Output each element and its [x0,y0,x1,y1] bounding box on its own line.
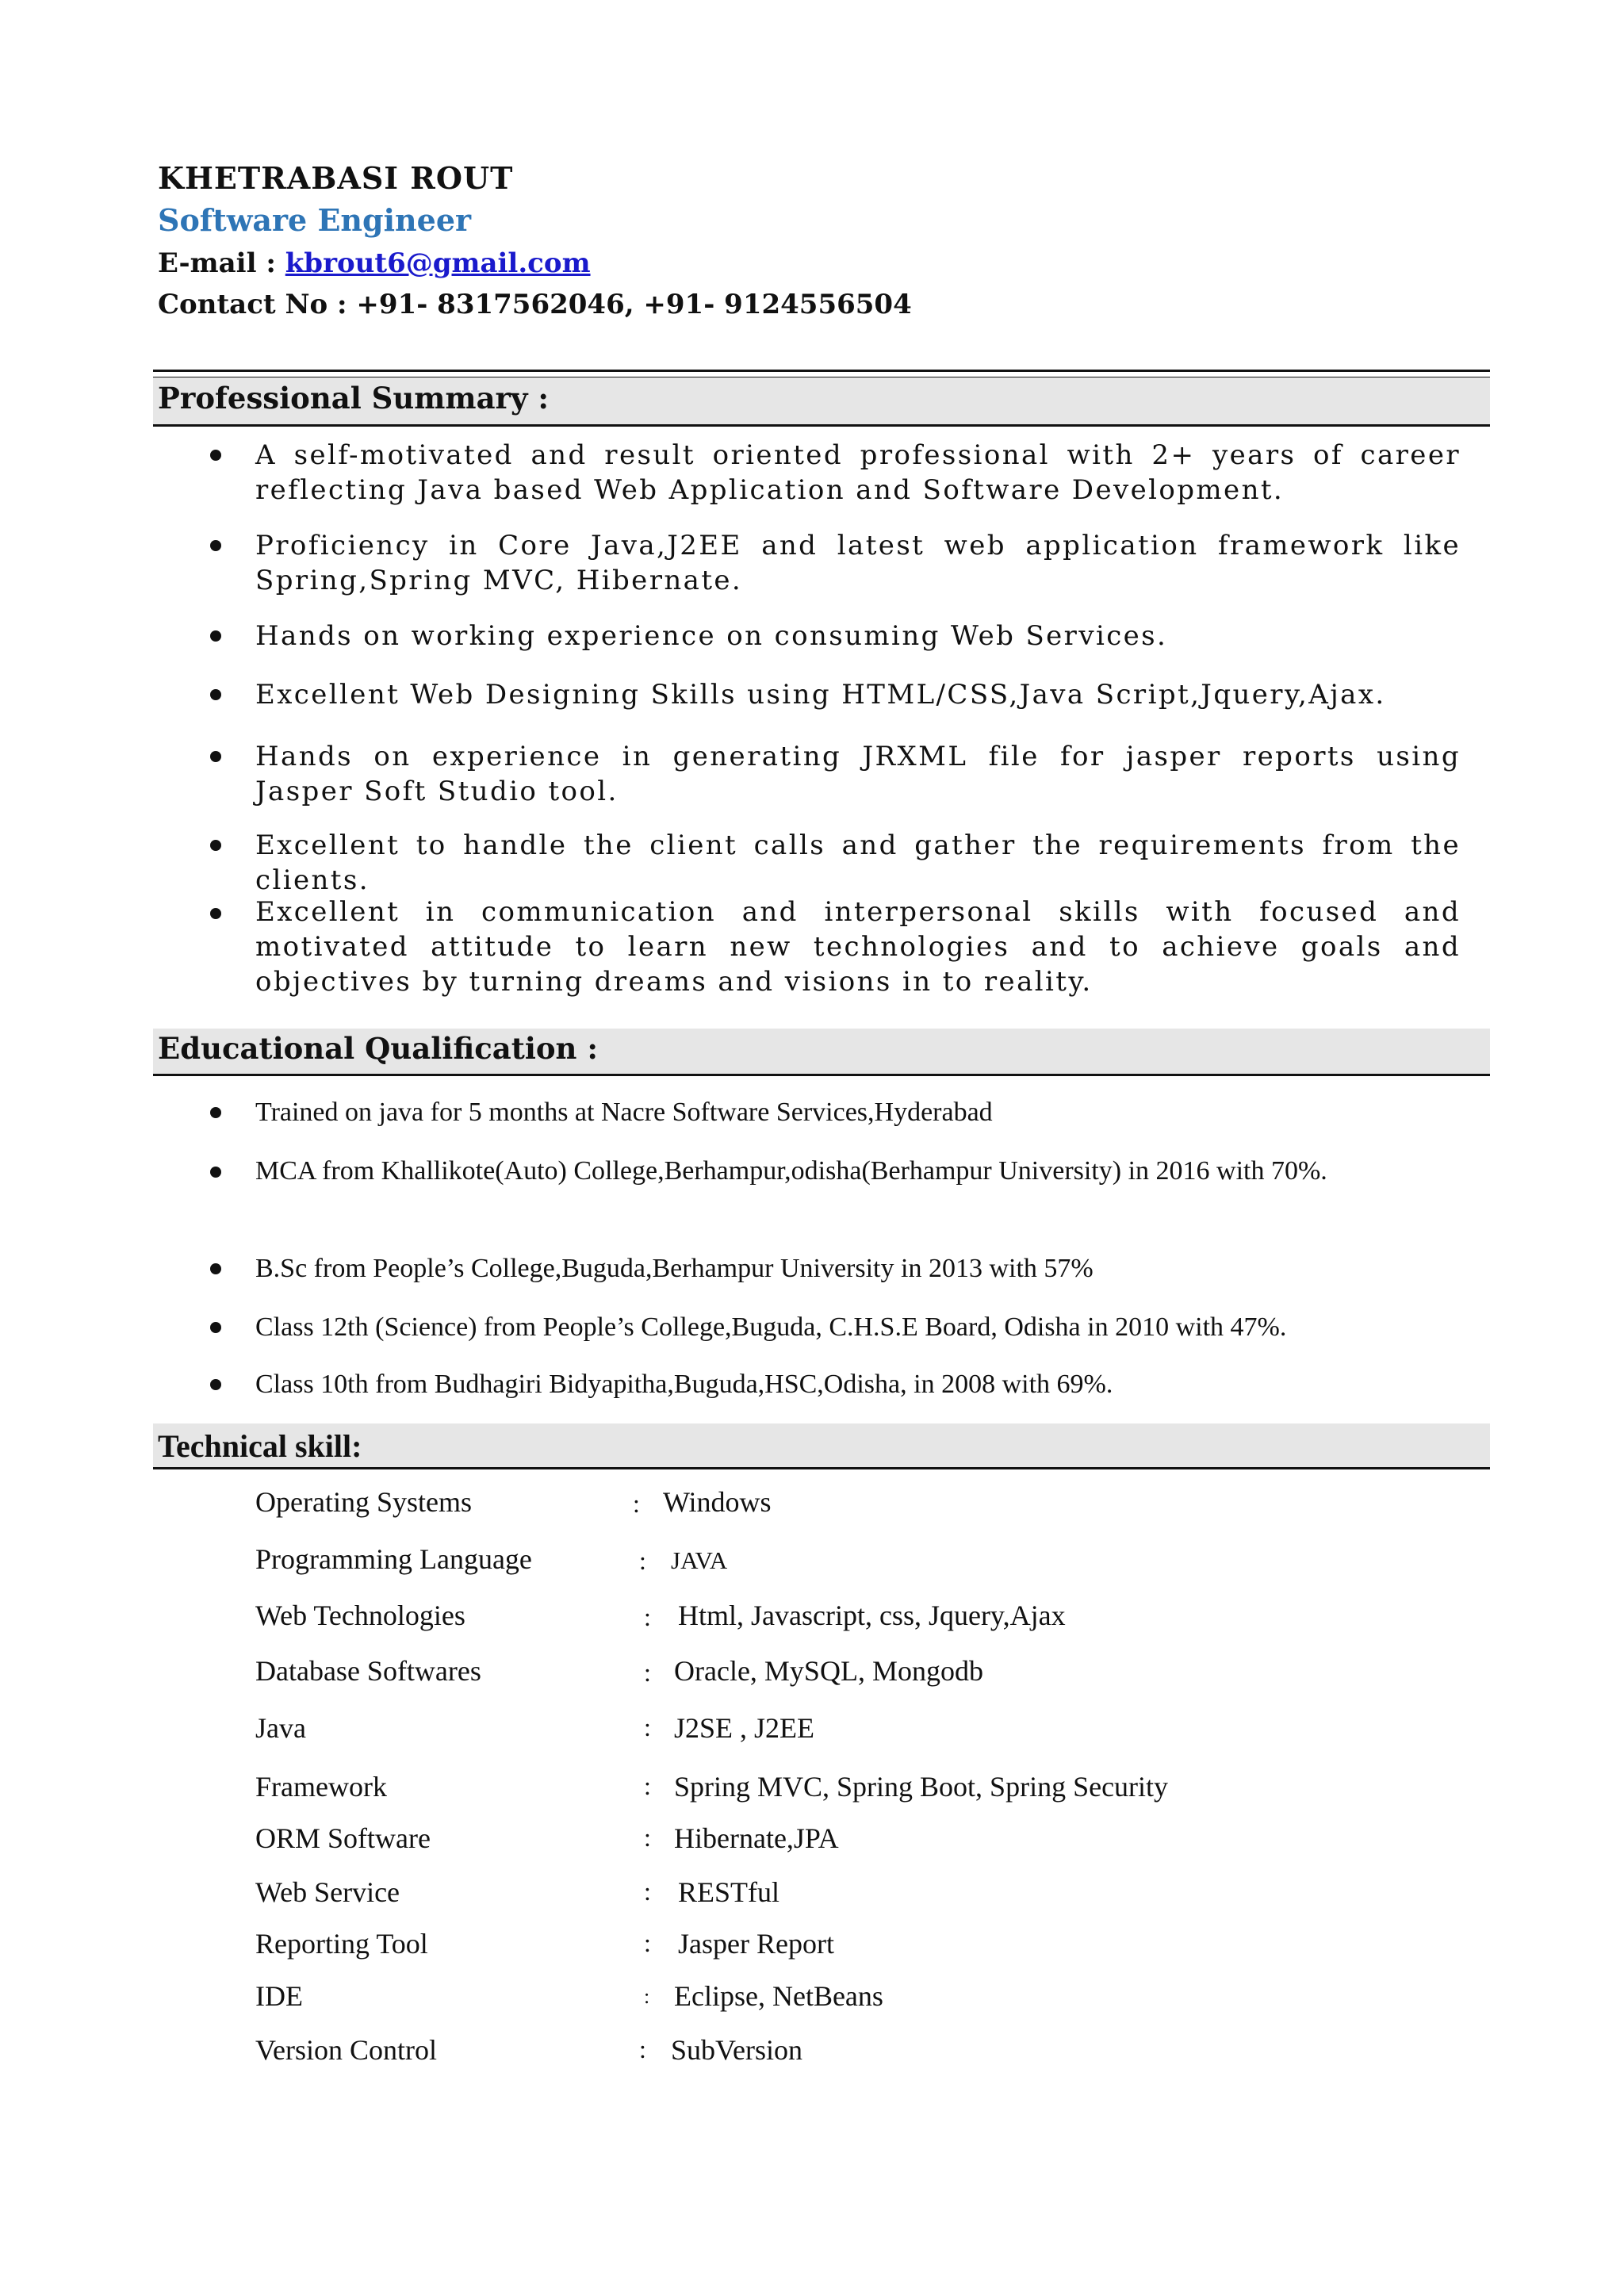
skill-colon: : [644,1713,651,1741]
bullet-icon [210,1167,221,1178]
skill-value: Html, Javascript, css, Jquery,Ajax [678,1600,1066,1631]
bullet-icon [210,540,221,551]
skill-colon: : [644,1929,651,1957]
bullet-icon [210,630,221,642]
section-title-education: Educational Qualification : [158,1031,598,1066]
bullet-icon [210,689,221,700]
email-line [158,247,591,279]
education-item: Class 10th from Budhagiri Bidyapitha,Buguda,HSC,Odisha, in 2008 with 69%. [255,1370,1113,1399]
summary-item: Excellent to handle the client calls and gather the requirements from the clients. [255,829,1461,896]
bullet-icon [210,840,221,851]
skill-value: Jasper Report [678,1928,834,1960]
skill-label: Reporting Tool [255,1928,428,1960]
bullet-icon [210,1379,221,1390]
job-title: Software Engineer [158,202,472,238]
skill-label: IDE [255,1980,303,2012]
bullet-icon [210,908,221,919]
summary-item: Excellent Web Designing Skills using HTML/CSS,Java Script,Jquery,Ajax. [255,679,1386,711]
skill-value: J2SE , J2EE [674,1712,815,1744]
skill-value: RESTful [678,1876,780,1908]
summary-item: Excellent in communication and interpersonal skills with focused and motivated attitude to learn new technologies and to achieve goals and objectives by turning dreams and visions in to reality. [255,896,1461,998]
skill-colon: : [644,1603,651,1631]
summary-item: Hands on working experience on consuming Web Services. [255,620,1168,652]
skill-colon: : [644,1658,651,1687]
skill-value: SubVersion [671,2034,803,2066]
skill-value: Eclipse, NetBeans [674,1980,883,2012]
education-item: Class 12th (Science) from People’s College,Buguda, C.H.S.E Board, Odisha in 2010 with 47%. [255,1312,1287,1342]
skill-label: Web Technologies [255,1600,465,1631]
skill-label: Version Control [255,2034,437,2066]
bullet-icon [210,1322,221,1333]
bullet-icon [210,450,221,461]
skill-value: Hibernate,JPA [674,1822,839,1854]
candidate-name: KHETRABASI ROUT [158,160,514,196]
skill-value: Oracle, MySQL, Mongodb [674,1655,983,1687]
skill-label: Java [255,1712,306,1744]
section-title-technical-skill: Technical skill: [158,1428,362,1464]
skill-colon: : [639,2035,646,2063]
skill-label: ORM Software [255,1822,431,1854]
summary-item: Proficiency in Core Java,J2EE and latest web application framework like Spring,Spring MVC, Hibernate. [255,530,1461,596]
skill-label: Web Service [255,1876,400,1908]
bullet-icon [210,751,221,762]
section-title-professional-summary: Professional Summary : [158,381,550,416]
email-link[interactable]: kbrout6@gmail.com [285,247,591,279]
skill-colon: : [644,1877,651,1906]
skill-label: Framework [255,1771,387,1803]
skill-colon: : [644,1823,651,1852]
contact-number-line: Contact No : +91- 8317562046, +91- 9124556504 [158,289,912,320]
skill-colon: : [644,1985,650,2008]
skill-value: JAVA [671,1546,728,1574]
summary-item: A self-motivated and result oriented professional with 2+ years of career reflecting Java based Web Application and Software Development. [255,439,1461,506]
skill-label: Database Softwares [255,1655,481,1687]
bullet-icon [210,1263,221,1274]
skill-colon: : [633,1489,640,1518]
skill-label: Operating Systems [255,1486,472,1518]
skill-value: Spring MVC, Spring Boot, Spring Security [674,1771,1169,1803]
bullet-icon [210,1107,221,1118]
skill-value: Windows [663,1486,772,1518]
education-item: MCA from Khallikote(Auto) College,Berhampur,odisha(Berhampur University) in 2016 with 70%. [255,1156,1327,1186]
skill-label: Programming Language [255,1543,532,1575]
skill-colon: : [639,1546,646,1575]
email-label: E-mail : [158,247,285,279]
education-item: B.Sc from People’s College,Buguda,Berhampur University in 2013 with 57% [255,1254,1094,1283]
summary-item: Hands on experience in generating JRXML file for jasper reports using Jasper Soft Studio tool. [255,741,1461,807]
education-item: Trained on java for 5 months at Nacre Software Services,Hyderabad [255,1098,993,1127]
skill-colon: : [644,1772,651,1800]
